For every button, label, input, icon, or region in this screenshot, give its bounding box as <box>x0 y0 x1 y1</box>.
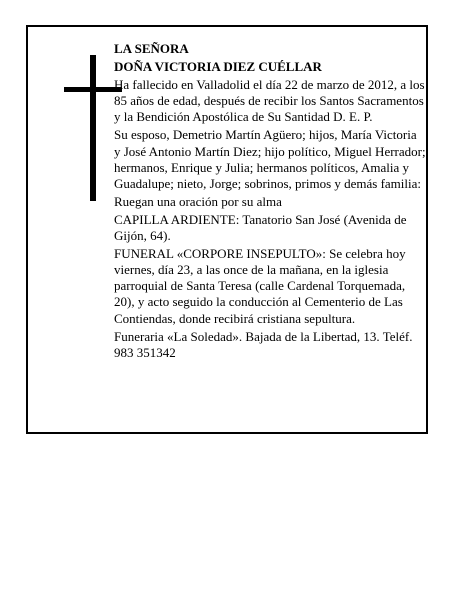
family-list: Su esposo, Demetrio Martín Agüero; hijos, María Victoria y José Antonio Martín Diez; hijo político, Miguel Herrador; hermanos, Enrique y Julia; hermanos políticos, Amalia y Guadalupe; nieto, Jorge; sobrinos, primos y demás familia: <box>114 127 426 191</box>
chapel-info: CAPILLA ARDIENTE: Tanatorio San José (Avenida de Gijón, 64). <box>114 211 407 244</box>
death-announcement: Ha fallecido en Valladolid el día 22 de marzo de 2012, a los 85 años de edad, después de recibir los Santos Sacramentos y la Bendición Apostólica de Su Santidad D. E. P. <box>114 77 425 125</box>
notice-body <box>114 41 426 363</box>
cross-vertical-bar <box>90 55 96 201</box>
deceased-name: DOÑA VICTORIA DIEZ CUÉLLAR <box>114 59 322 75</box>
prayer-request: Ruegan una oración por su alma <box>114 193 282 209</box>
obituary-notice <box>26 25 428 434</box>
funeral-info: FUNERAL «CORPORE INSEPULTO»: Se celebra hoy viernes, día 23, a las once de la mañana, en la iglesia parroquial de Santa Teresa (calle Cardenal Torquemada, 20), y acto seguido la conducción al Cementerio de Las Contiendas, donde recibirá cristiana sepultura. <box>114 246 406 326</box>
notice-salutation: LA SEÑORA <box>114 41 189 56</box>
funeral-home-info: Funeraria «La Soledad». Bajada de la Libertad, 13. Teléf. 983 351342 <box>114 328 413 360</box>
